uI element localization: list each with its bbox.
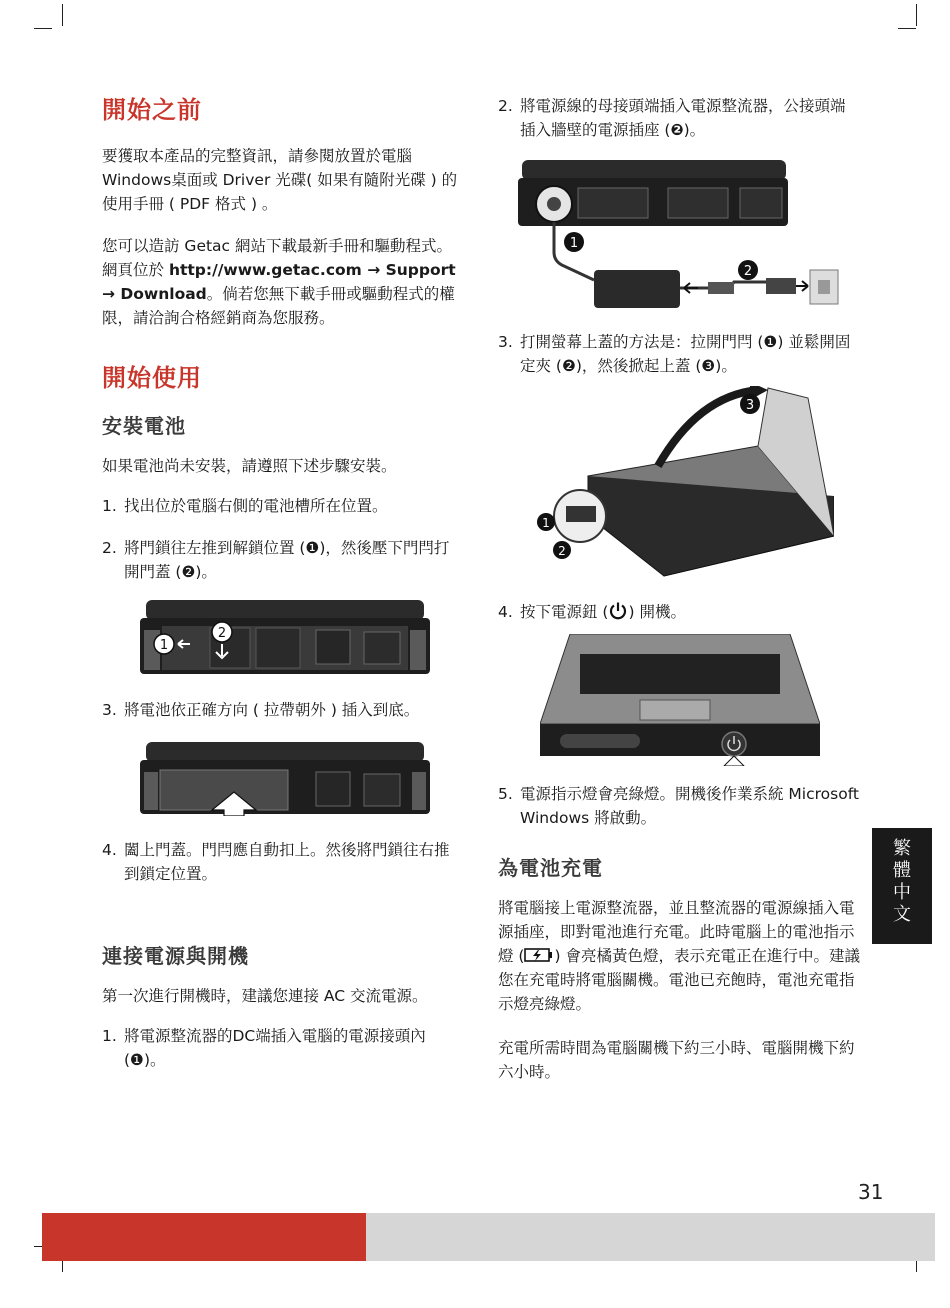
battery-step-4	[102, 838, 464, 886]
power-on-step-4	[498, 600, 860, 624]
power-on-step-5	[498, 782, 860, 830]
step-number: 2.	[102, 539, 117, 557]
tab-char: 文	[893, 904, 911, 925]
step-number: 4.	[498, 603, 513, 621]
step-number: 3.	[498, 333, 513, 351]
power-intro: 第一次進行開機時，建議您連接 AC 交流電源。	[102, 987, 428, 1005]
text-span: )。	[683, 121, 706, 139]
battery-intro: 如果電池尚未安裝，請遵照下述步驟安裝。	[102, 457, 397, 475]
callout-2: 2	[217, 626, 227, 641]
step-text	[520, 600, 860, 624]
battery-step-1	[102, 494, 464, 518]
footer-bar-gray	[366, 1213, 935, 1261]
lid-step-3	[498, 330, 860, 378]
step-number: 1.	[102, 1027, 117, 1045]
battery-step-3	[102, 698, 464, 722]
power-icon	[608, 601, 628, 621]
step-text: 電源指示燈會亮綠燈。開機後作業系統 Microsoft Windows 將啟動。	[520, 785, 859, 827]
power-step-2	[498, 94, 860, 142]
tab-char: 體	[893, 860, 911, 881]
heading-charge-battery: 為電池充電	[498, 856, 603, 880]
website-link[interactable]: http://www.getac.com → Support → Download	[102, 261, 456, 303]
text-span: 。倘若您無下載手冊或驅動程式的權限，請洽詢合格經銷商為您服務。	[102, 285, 455, 327]
crop-mark	[62, 4, 63, 26]
heading-start-using: 開始使用	[102, 364, 202, 392]
heading-before-start: 開始之前	[102, 96, 202, 124]
tab-char: 中	[893, 882, 911, 903]
callout-2: 2	[743, 264, 753, 279]
battery-step-2	[102, 536, 464, 584]
text-span: ) 開機。	[628, 603, 686, 621]
charge-paragraph-1	[498, 896, 860, 1016]
text-span: 按下電源鈕 (	[520, 603, 609, 621]
callout-2: 2	[558, 544, 566, 558]
battery-charge-icon	[524, 946, 554, 962]
step-text: 闔上門蓋。門閂應自動扣上。然後將門鎖往右推到鎖定位置。	[124, 841, 450, 883]
before-start-paragraph-1: 要獲取本產品的完整資訊，請參閱放置於電腦Windows桌面或 Driver 光碟( 如果有隨附光碟 ) 的使用手冊 ( PDF 格式 ) 。	[102, 147, 458, 213]
battery-door-figure	[140, 598, 430, 676]
step-text: 將電池依正確方向 ( 拉帶朝外 ) 插入到底。	[124, 701, 420, 719]
callout-ref: ❷	[670, 121, 684, 139]
callout-1: 1	[569, 236, 579, 251]
step-number: 5.	[498, 785, 513, 803]
heading-connect-power: 連接電源與開機	[102, 944, 249, 968]
text-span: 您可以造訪 Getac 網站下載最新手冊和驅動程式。網頁位於	[102, 237, 453, 279]
step-number: 1.	[102, 497, 117, 515]
step-number: 2.	[498, 97, 513, 115]
crop-mark	[34, 28, 52, 29]
tab-char: 繁	[893, 838, 911, 859]
step-text: 將電源整流器的DC端插入電腦的電源接頭內 (❶)。	[124, 1027, 426, 1069]
power-step-1	[102, 1024, 464, 1072]
text-span: 將電腦接上電源整流器，並且整流器的電源線插入電源插座，即對電池進行充電。此時電腦上的電池指示燈 (	[498, 899, 855, 965]
crop-mark	[898, 28, 916, 29]
callout-3: 3	[745, 398, 755, 413]
power-button-figure	[540, 634, 820, 766]
language-side-tab	[872, 828, 932, 944]
step-text: 打開螢幕上蓋的方法是：拉開門閂 (❶) 並鬆開固定夾 (❷)，然後掀起上蓋 (❸)。	[520, 333, 851, 375]
step-text: 將門鎖往左推到解鎖位置 (❶)，然後壓下門閂打開門蓋 (❷)。	[124, 539, 450, 581]
callout-1: 1	[159, 638, 169, 653]
charge-paragraph-2: 充電所需時間為電腦關機下約三小時、電腦開機下約六小時。	[498, 1039, 855, 1081]
callout-1: 1	[542, 516, 550, 530]
insert-battery-figure	[140, 740, 430, 816]
open-lid-figure	[528, 386, 834, 586]
step-number: 4.	[102, 841, 117, 859]
text-span: 將電源線的母接頭端插入電源整流器，公接頭端插入牆壁的電源插座 (	[520, 97, 846, 139]
text-span: ) 會亮橘黃色燈，表示充電正在進行中。建議您在充電時將電腦關機。電池已充飽時，電池充電指示燈亮綠燈。	[498, 947, 860, 1013]
footer-bar-red	[42, 1213, 366, 1261]
heading-install-battery: 安裝電池	[102, 414, 186, 438]
page-number: 31	[858, 1180, 884, 1204]
crop-mark	[916, 4, 917, 26]
step-text: 找出位於電腦右側的電池槽所在位置。	[124, 497, 388, 515]
step-text	[520, 94, 860, 142]
power-adapter-figure	[518, 158, 840, 316]
before-start-paragraph-2	[102, 234, 464, 330]
step-number: 3.	[102, 701, 117, 719]
